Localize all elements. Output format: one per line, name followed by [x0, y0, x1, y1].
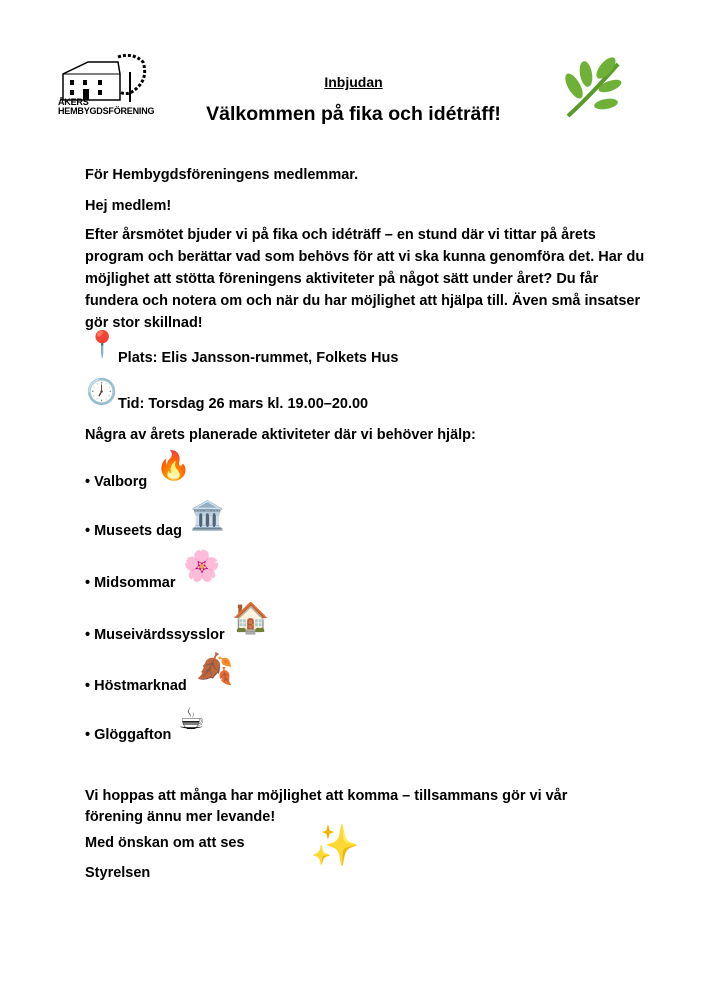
activity-item: • Museets dag	[85, 523, 182, 539]
signoff: Med önskan om att ses	[85, 835, 245, 851]
audience-line: För Hembygdsföreningens medlemmar.	[85, 167, 359, 183]
intro-paragraph: Efter årsmötet bjuder vi på fika och idéträff – en stund där vi tittar på årets program och berättar vad som behövs för att vi ska kunna genomföra det. Har du möjlighet att stötta föreningens aktiviteter på något sätt under året? Du får fundera och notera om och när du har möjlighet att hjälpa till. Även små insatser gör stor skillnad!	[85, 227, 645, 331]
activity-item: • Midsommar	[85, 575, 176, 591]
fire-icon: 🔥	[156, 449, 191, 482]
fallen-leaves-icon: 🍂	[196, 652, 234, 687]
signature: Styrelsen	[85, 865, 151, 881]
activity-item: • Valborg	[85, 474, 148, 490]
house-icon: 🏠	[232, 601, 270, 636]
activity-item: • Museivärdssysslor	[85, 627, 225, 643]
sparkles-icon: ✨	[310, 823, 360, 869]
closing-paragraph: Vi hoppas att många har möjlighet att komma – tillsammans gör vi vår förening ännu mer levande!	[85, 788, 568, 825]
kicker: Inbjudan	[324, 74, 383, 90]
blossom-icon: 🌸	[183, 549, 221, 584]
page-title: Välkommen på fika och idéträff!	[206, 103, 501, 125]
clock-icon: 🕖	[86, 377, 118, 406]
museum-icon: 🏛️	[190, 499, 225, 532]
place-line: Plats: Elis Jansson-rummet, Folkets Hus	[118, 350, 399, 366]
hot-beverage-icon: ☕	[178, 702, 205, 737]
pin-icon: 📍	[86, 330, 119, 360]
leaf-branch-icon	[562, 56, 624, 120]
time-line: Tid: Torsdag 26 mars kl. 19.00–20.00	[118, 396, 369, 412]
logo-text-line1: ÅKERS	[58, 97, 89, 107]
activity-item: • Höstmarknad	[85, 678, 187, 694]
greeting: Hej medlem!	[85, 198, 172, 214]
activities-heading: Några av årets planerade aktiviteter där vi behöver hjälp:	[85, 427, 476, 443]
logo-text-line2: HEMBYGDSFÖRENING	[58, 106, 155, 116]
activity-item: • Glöggafton	[85, 727, 172, 743]
